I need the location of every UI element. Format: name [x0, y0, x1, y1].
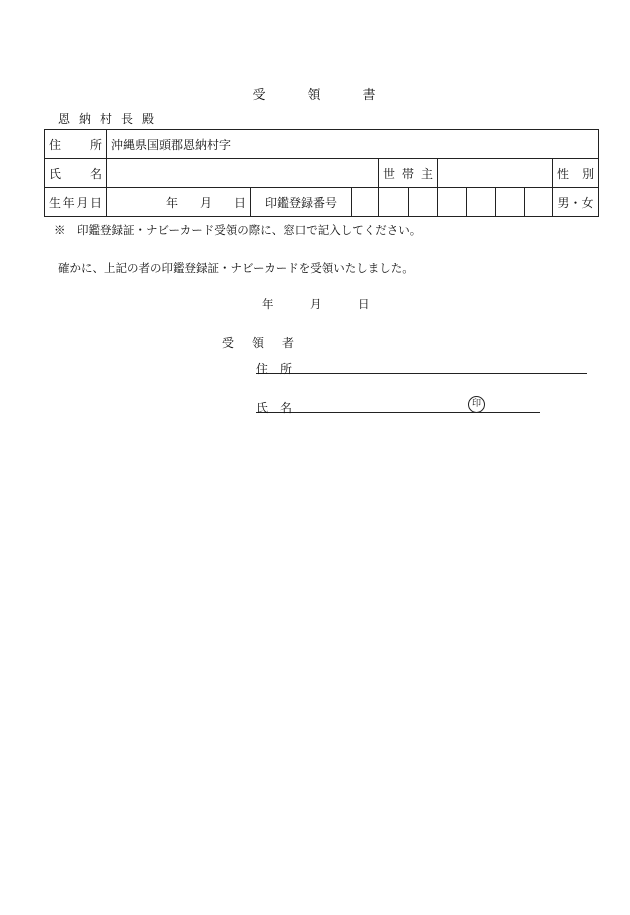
- recipient-heading: 受 領 者: [222, 336, 295, 350]
- recipient-name-line[interactable]: 氏 名 印: [256, 399, 540, 413]
- name-field[interactable]: [107, 159, 379, 188]
- recipient-address-line[interactable]: 住 所: [256, 360, 587, 374]
- confirmation-text: 確かに、上記の者の印鑑登録証・ナビーカードを受領いたしました。: [58, 261, 414, 275]
- household-field[interactable]: [438, 159, 553, 188]
- sex-label: 性別: [553, 159, 599, 188]
- seal-number-digit[interactable]: [379, 188, 409, 217]
- address-label: 住所: [45, 130, 107, 159]
- dob-row: [45, 188, 599, 217]
- address-row: [45, 130, 599, 159]
- household-label: 世帯主: [379, 159, 438, 188]
- sex-options[interactable]: 男・女: [553, 188, 599, 217]
- name-label: 氏名: [45, 159, 107, 188]
- document-title: 受 領 書: [252, 88, 378, 103]
- name-row: [45, 159, 599, 188]
- seal-stamp-icon: 印: [468, 396, 485, 413]
- addressee: 恩納村長殿: [58, 112, 164, 126]
- seal-number-label: 印鑑登録番号: [251, 188, 352, 217]
- seal-number-digit[interactable]: [525, 188, 553, 217]
- instruction-note: ※ 印鑑登録証・ナビーカード受領の際に、窓口で記入してください。: [54, 223, 422, 237]
- seal-number-digit[interactable]: [438, 188, 467, 217]
- dob-label: 生年月日: [45, 188, 107, 217]
- seal-number-digit[interactable]: [467, 188, 496, 217]
- dob-field[interactable]: 年 月 日: [107, 188, 251, 217]
- seal-number-digit[interactable]: [352, 188, 379, 217]
- address-field[interactable]: 沖縄県国頭郡恩納村字: [107, 130, 599, 159]
- receipt-form-table: [44, 129, 599, 217]
- seal-number-digit[interactable]: [496, 188, 525, 217]
- seal-number-digit[interactable]: [409, 188, 438, 217]
- receipt-date[interactable]: 年 月 日: [262, 297, 370, 311]
